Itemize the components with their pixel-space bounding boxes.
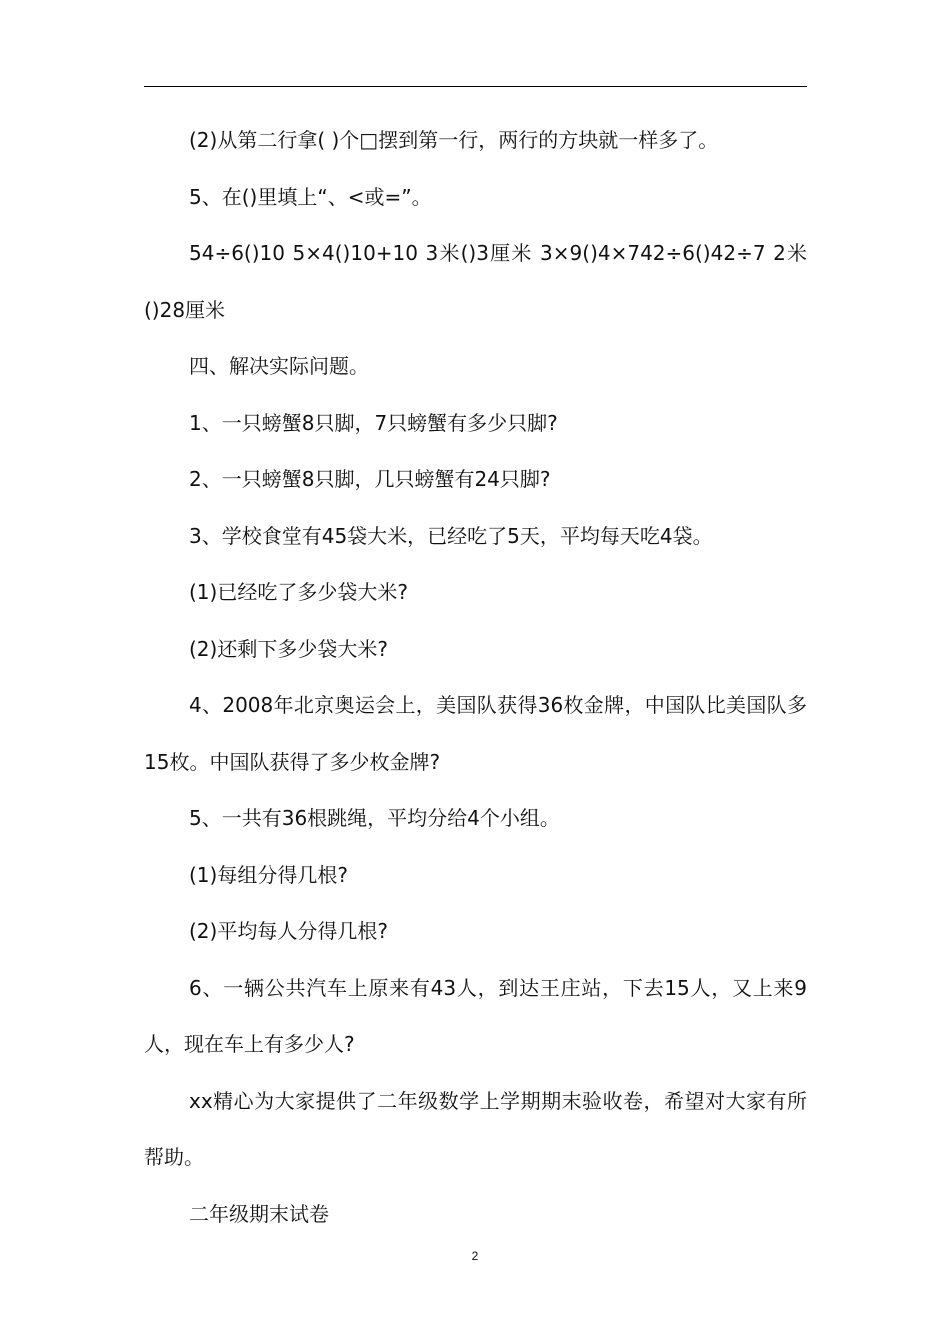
paragraph: 2、一只螃蟹8只脚，几只螃蟹有24只脚? [189, 467, 551, 491]
document-body [144, 112, 807, 1242]
paragraph: 3、学校食堂有45袋大米，已经吃了5天，平均每天吃4袋。 [189, 523, 713, 548]
paragraph: (1)已经吃了多少袋大米? [189, 580, 408, 604]
paragraph: xx精心为大家提供了二年级数学上学期期末验收卷，希望对大家有所帮助。 [144, 1088, 807, 1169]
paragraph: (2)还剩下多少袋大米? [189, 636, 388, 661]
paragraph: 5、在()里填上“、<或=”。 [189, 184, 432, 209]
paragraph: (1)每组分得几根? [189, 862, 348, 887]
paragraph: (2)从第二行拿( )个□摆到第一行，两行的方块就一样多了。 [189, 128, 719, 152]
paragraph: 1、一只螃蟹8只脚，7只螃蟹有多少只脚? [189, 410, 558, 435]
paragraph: 4、2008年北京奥运会上，美国队获得36枚金牌，中国队比美国队多15枚。中国队获得了多少枚金牌? [144, 693, 807, 774]
page-number: 2 [471, 1249, 479, 1263]
paragraph: 5、一共有36根跳绳，平均分给4个小组。 [189, 806, 560, 830]
section-heading: 四、解决实际问题。 [189, 354, 369, 378]
paragraph: 54÷6()10 5×4()10+10 3米()3厘米 3×9()4×742÷6()42÷7 2米()28厘米 [144, 241, 807, 322]
header-rule [144, 86, 807, 87]
paragraph: 6、一辆公共汽车上原来有43人，到达王庄站，下去15人，又上来9人，现在车上有多少人? [144, 975, 807, 1056]
paragraph: (2)平均每人分得几根? [189, 919, 388, 943]
paragraph: 二年级期末试卷 [189, 1201, 329, 1226]
